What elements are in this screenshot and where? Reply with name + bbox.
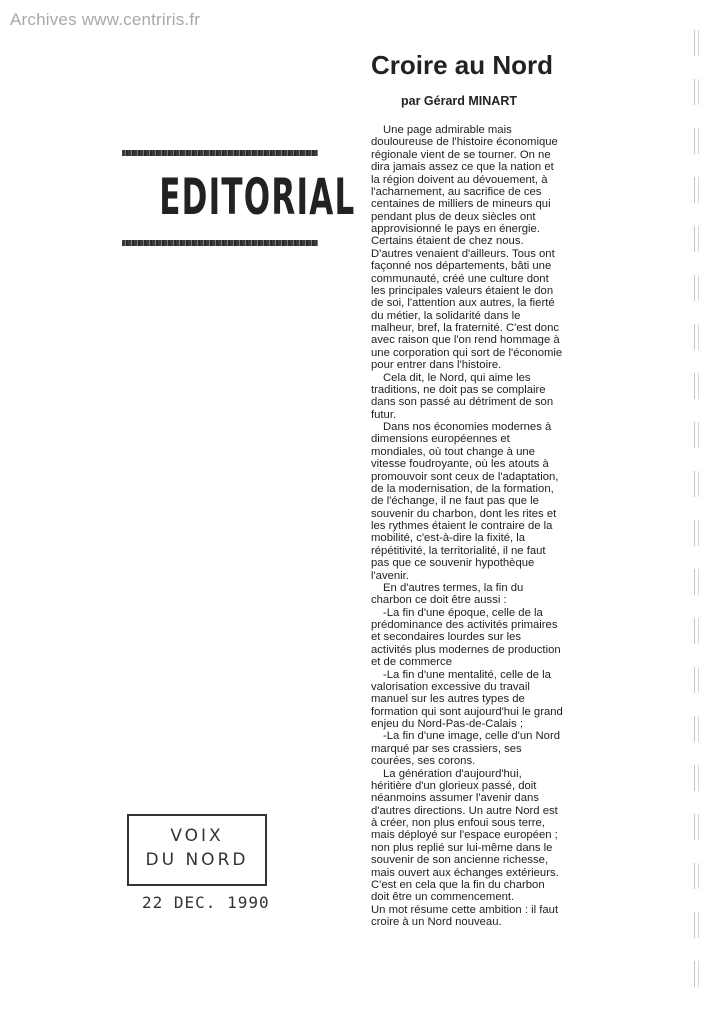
margin-mark	[694, 520, 699, 546]
margin-mark	[694, 373, 699, 399]
article-list-item: -La fin d'une image, celle d'un Nord marqué par ses crassiers, ses courées, ses corons.	[371, 730, 561, 768]
margin-mark	[694, 177, 699, 203]
margin-mark	[694, 667, 699, 693]
article-body	[371, 124, 564, 928]
binding-margin-marks	[690, 30, 704, 1000]
source-line-1: VOIX	[170, 826, 224, 846]
article-paragraph: En d'autres termes, la fin du charbon ce doit être aussi :	[371, 581, 524, 607]
article-paragraph: Un mot résume cette ambition : il faut croire à un Nord nouveau.	[371, 903, 559, 928]
margin-mark	[694, 471, 699, 497]
margin-mark	[694, 275, 699, 301]
article-paragraph: Cela dit, le Nord, qui aime les traditions, ne doit pas se complaire dans son passé au détriment de son futur.	[371, 371, 554, 421]
newspaper-source-stamp	[127, 814, 267, 886]
margin-mark	[694, 30, 699, 56]
article-byline: par Gérard MINART	[401, 94, 517, 108]
margin-mark	[694, 814, 699, 840]
date-stamp: 22 DEC. 1990	[142, 893, 270, 912]
article-paragraph: Une page admirable mais douloureuse de l'histoire économique régionale vient de se tourner. On ne dira jamais assez ce que la nation et la région doivent au dévouement, à l'acharnement, au sacrifice de ces centaines de milliers de mineurs qui pendant plus de deux siècles ont approvisionné le pays en énergie. Certains étaient de chez nous. D'autres venaient d'ailleurs. Tous ont façonné nos départements, bâti une communauté, créé une culture dont les principales valeurs étaient le don de soi, l'attention aux autres, la fierté du métier, la solidarité dans le malheur, bref, la fraternité. C'est donc avec raison que l'on rend hommage à une corporation qui sort de l'économie pour entrer dans l'histoire.	[371, 124, 563, 372]
margin-mark	[694, 912, 699, 938]
margin-mark	[694, 128, 699, 154]
editorial-stamp	[122, 150, 356, 246]
margin-mark	[694, 79, 699, 105]
source-line-2: DU NORD	[145, 850, 249, 870]
margin-mark	[694, 961, 699, 987]
article-list-item: -La fin d'une époque, celle de la prédominance des activités primaires et secondaires lourdes sur les activités plus modernes de production et de commerce	[371, 606, 561, 669]
margin-mark	[694, 226, 699, 252]
margin-mark	[694, 716, 699, 742]
margin-mark	[694, 863, 699, 889]
article-title: Croire au Nord	[371, 50, 554, 80]
stamp-label: EDITORIAL	[159, 168, 356, 226]
archive-watermark: Archives www.centriris.fr	[10, 10, 201, 29]
article-paragraph: La génération d'aujourd'hui, héritière d'un glorieux passé, doit néanmoins assumer l'avenir dans d'autres directions. Un autre Nord est à créer, non plus enfoui sous terre, mais déployé sur l'espace européen ; non plus replié sur lui-même dans le souvenir de son ancienne richesse, mais ouvert aux échanges extérieurs. C'est en cela que la fin du charbon doit être un commencement.	[371, 767, 559, 904]
article-paragraph: Dans nos économies modernes à dimensions européennes et mondiales, où tout change à une vitesse foudroyante, où les atouts à promouvoir sont ceux de l'adaptation, de la modernisation, de la formation, de l'échange, il ne faut pas que le souvenir du charbon, dont les rites et les rythmes étaient le contraire de la mobilité, c'est-à-dire la fixité, la répétitivité, la territorialité, il ne faut pas que ce souvenir hypothèque l'avenir.	[371, 421, 559, 582]
margin-mark	[694, 569, 699, 595]
stamp-bottom-rule	[122, 240, 318, 246]
margin-mark	[694, 618, 699, 644]
margin-mark	[694, 422, 699, 448]
margin-mark	[694, 765, 699, 791]
article-list-item: -La fin d'une mentalité, celle de la valorisation excessive du travail manuel sur les autres types de formation qui sont aujourd'hui le grand enjeu du Nord-Pas-de-Calais ;	[371, 668, 563, 730]
margin-mark	[694, 324, 699, 350]
stamp-top-rule	[122, 150, 318, 156]
